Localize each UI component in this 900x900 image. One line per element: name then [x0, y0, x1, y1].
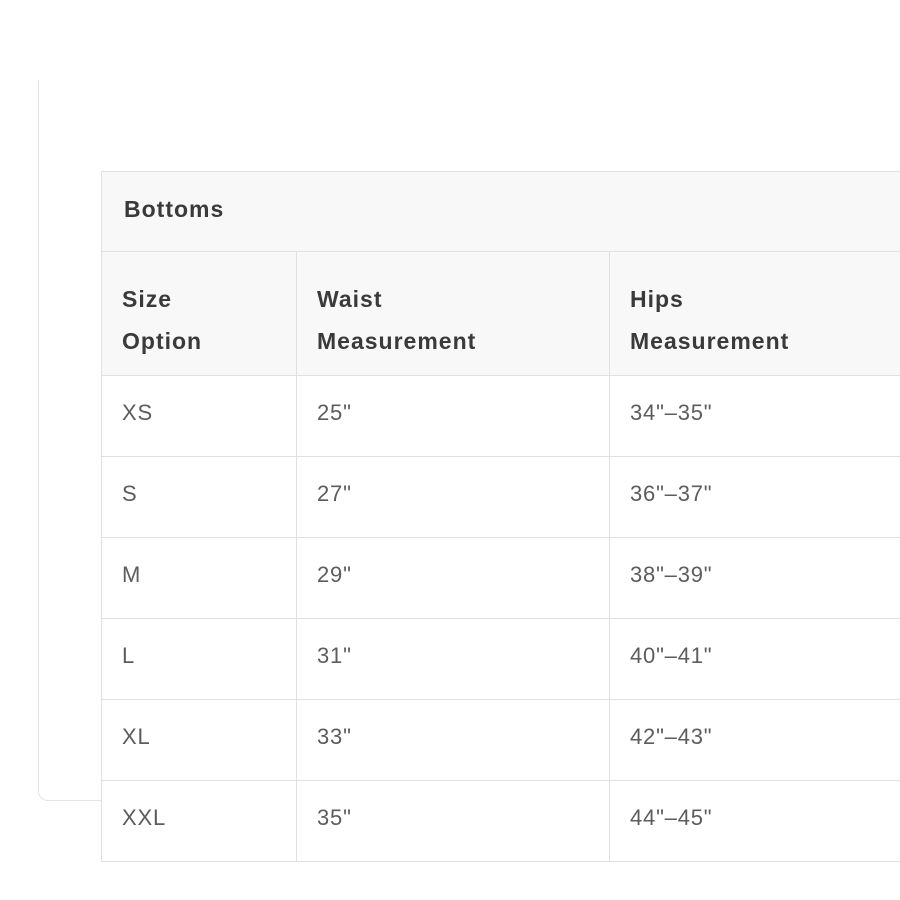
hips-cell: 38"–39": [610, 538, 900, 619]
column-header-label: Hips Measurement: [630, 286, 790, 354]
table-row: [102, 538, 900, 619]
column-header-size-option: [102, 252, 297, 376]
size-cell: XS: [102, 376, 297, 457]
size-cell: L: [102, 619, 297, 700]
table-row: [102, 457, 900, 538]
hips-cell: 42"–43": [610, 700, 900, 781]
waist-cell: 27": [297, 457, 610, 538]
table-row: [102, 700, 900, 781]
waist-cell: 33": [297, 700, 610, 781]
size-cell: S: [102, 457, 297, 538]
waist-cell: 35": [297, 781, 610, 862]
column-header-label: Size Option: [122, 286, 203, 354]
table-row: [102, 376, 900, 457]
hips-cell: 34"–35": [610, 376, 900, 457]
hips-cell: 44"–45": [610, 781, 900, 862]
table-row: [102, 781, 900, 862]
header-row: [102, 252, 900, 376]
size-cell: XXL: [102, 781, 297, 862]
size-chart-table: [101, 171, 900, 862]
size-cell: M: [102, 538, 297, 619]
table-caption: Bottoms: [102, 172, 900, 252]
column-header-label: Waist Measurement: [317, 286, 477, 354]
size-chart-panel: [38, 80, 885, 830]
size-cell: XL: [102, 700, 297, 781]
waist-cell: 29": [297, 538, 610, 619]
waist-cell: 25": [297, 376, 610, 457]
column-header-hips-measurement: [610, 252, 900, 376]
table-row: [102, 619, 900, 700]
waist-cell: 31": [297, 619, 610, 700]
caption-row: [102, 172, 900, 252]
column-header-waist-measurement: [297, 252, 610, 376]
hips-cell: 36"–37": [610, 457, 900, 538]
hips-cell: 40"–41": [610, 619, 900, 700]
